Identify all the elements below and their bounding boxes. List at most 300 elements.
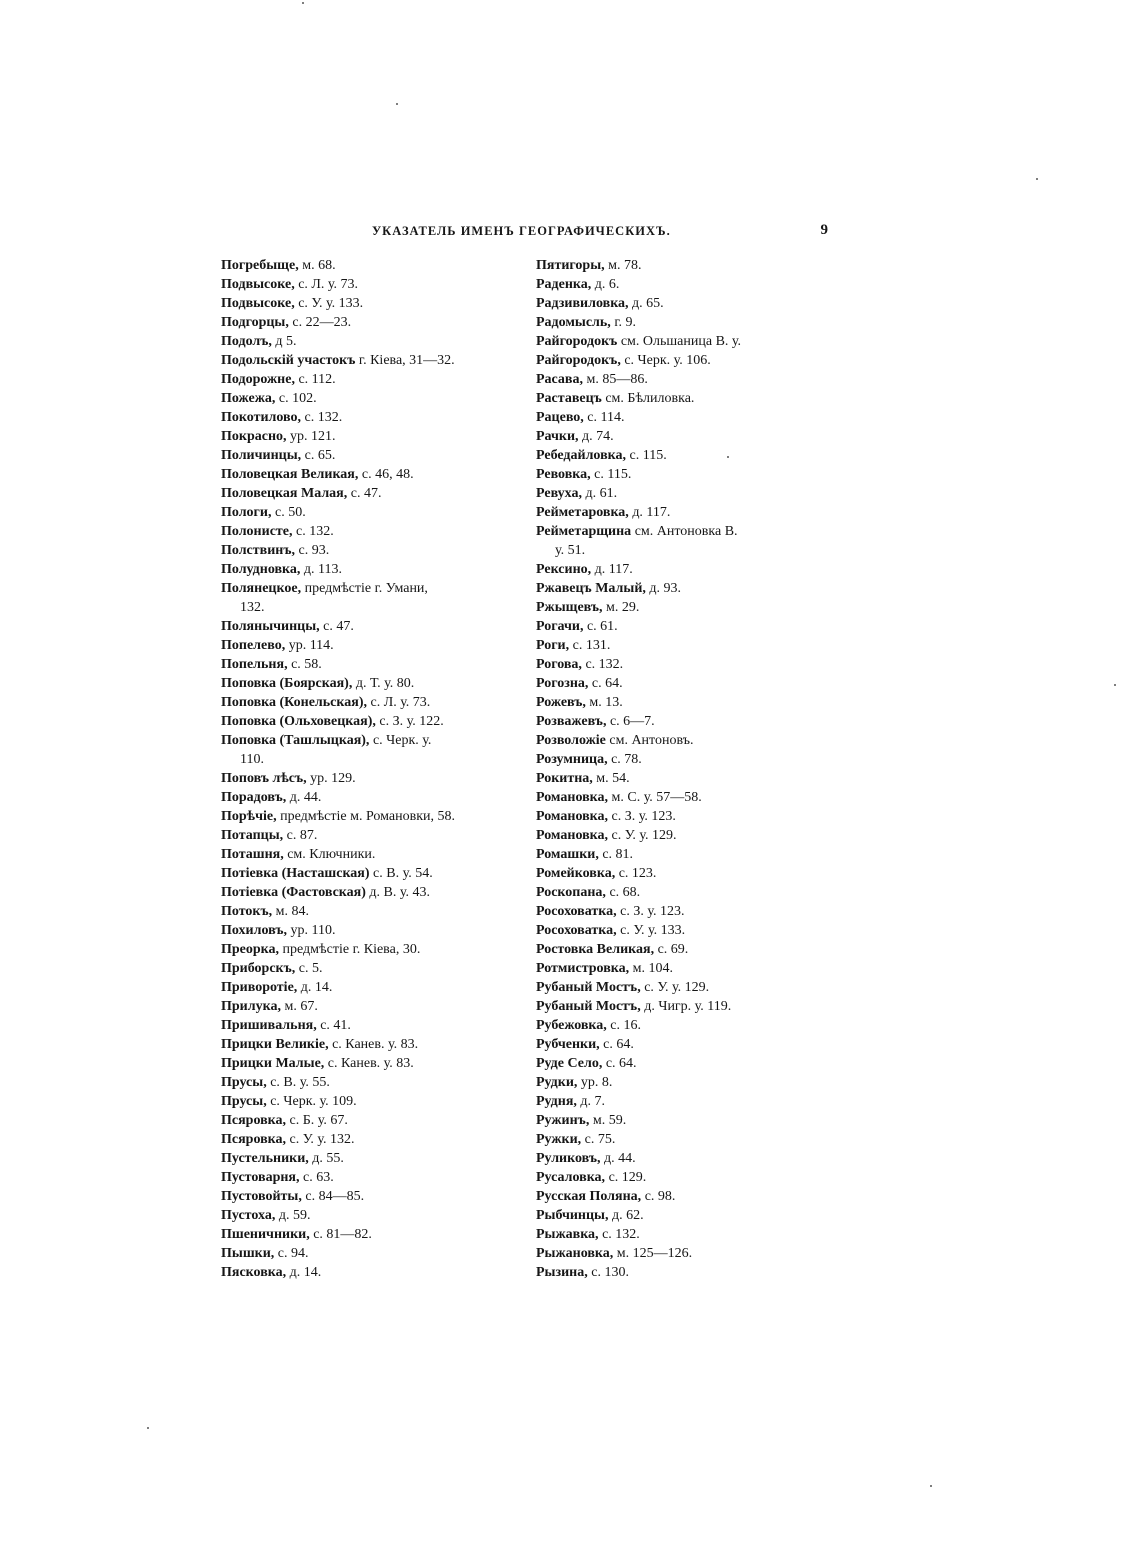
index-entry xyxy=(221,313,493,332)
place-reference: м. 84. xyxy=(272,904,309,919)
place-name: Пышки, xyxy=(221,1246,275,1261)
place-reference: м. 78. xyxy=(604,258,642,273)
place-reference: с. 129. xyxy=(605,1170,647,1185)
place-name: Рубежовка, xyxy=(536,1018,607,1033)
place-name: Рыжавка, xyxy=(536,1227,599,1242)
place-reference: с. 131. xyxy=(569,638,611,653)
index-entry xyxy=(221,370,493,389)
place-name: Ружинъ, xyxy=(536,1113,590,1128)
index-entry xyxy=(221,807,493,826)
place-reference: м. 54. xyxy=(592,771,630,786)
index-entry xyxy=(536,1244,808,1263)
place-reference: д. 7. xyxy=(576,1094,606,1109)
place-name: Потіевка (Фастовская) xyxy=(221,885,366,900)
place-name: Полянычинцы, xyxy=(221,619,320,634)
place-reference: с. Черк. у. 106. xyxy=(620,353,711,368)
place-reference: с. 132. xyxy=(292,524,334,539)
place-name: Пустовойты, xyxy=(221,1189,302,1204)
place-reference: с. В. у. 55. xyxy=(266,1075,330,1090)
index-entry xyxy=(221,636,493,655)
index-entry xyxy=(221,655,493,674)
place-reference: с. З. у. 122. xyxy=(375,714,444,729)
index-entry xyxy=(221,1073,493,1092)
index-entry xyxy=(536,1263,808,1282)
index-entry xyxy=(221,826,493,845)
place-name: Ружки, xyxy=(536,1132,582,1147)
place-reference: с. Канев. у. 83. xyxy=(328,1037,419,1052)
index-entry xyxy=(221,332,493,351)
place-reference: с. 84—85. xyxy=(301,1189,365,1204)
place-name: Пустоварня, xyxy=(221,1170,300,1185)
place-name: Руликовъ, xyxy=(536,1151,601,1166)
place-name: Подвысоке, xyxy=(221,277,295,292)
place-reference: с. 94. xyxy=(274,1246,309,1261)
index-entry xyxy=(221,788,493,807)
page-header xyxy=(372,222,832,242)
place-reference: д. Чигр. у. 119. xyxy=(640,999,732,1014)
place-name: Псяровка, xyxy=(221,1113,287,1128)
scan-speck xyxy=(727,456,729,458)
place-reference: 132. xyxy=(240,600,265,615)
place-name: Пустельники, xyxy=(221,1151,309,1166)
index-entry xyxy=(221,1054,493,1073)
place-reference: м. С. у. 57—58. xyxy=(608,790,702,805)
place-reference: с. 64. xyxy=(599,1037,634,1052)
place-reference: д. В. у. 43. xyxy=(365,885,430,900)
place-reference: ур. 8. xyxy=(577,1075,613,1090)
index-entry xyxy=(536,940,808,959)
place-name: Росоховатка, xyxy=(536,923,617,938)
place-name: Поповка (Ольховецкая), xyxy=(221,714,376,729)
place-reference: с. 112. xyxy=(294,372,336,387)
index-entry xyxy=(221,503,493,522)
place-reference: с. У. у. 129. xyxy=(608,828,677,843)
index-entry xyxy=(536,313,808,332)
place-reference: с. 41. xyxy=(316,1018,351,1033)
index-entry xyxy=(536,959,808,978)
place-reference: с. 22—23. xyxy=(288,315,352,330)
index-entry xyxy=(536,332,808,351)
index-entry xyxy=(536,693,808,712)
place-reference: с. 98. xyxy=(641,1189,676,1204)
index-entry xyxy=(221,978,493,997)
index-entry xyxy=(221,1244,493,1263)
index-entry xyxy=(536,883,808,902)
place-reference: м. 67. xyxy=(280,999,318,1014)
running-title: УКАЗАТЕЛЬ ИМЕНЪ ГЕОГРАФИЧЕСКИХЪ. xyxy=(372,224,671,238)
place-reference: с. 5. xyxy=(295,961,323,976)
place-reference: с. 69. xyxy=(654,942,689,957)
scan-speck xyxy=(1114,684,1116,686)
place-reference: м. 13. xyxy=(585,695,623,710)
scan-speck xyxy=(147,1427,149,1429)
place-reference: с. З. у. 123. xyxy=(616,904,685,919)
place-reference: с. 114. xyxy=(583,410,625,425)
index-entry xyxy=(536,1225,808,1244)
place-reference: с. 81. xyxy=(598,847,634,862)
place-reference: см. Бѣлиловка. xyxy=(601,391,695,406)
place-reference: с. 132. xyxy=(301,410,343,425)
index-entry xyxy=(221,408,493,427)
place-name: Прицки Малые, xyxy=(221,1056,325,1071)
index-entry xyxy=(536,712,808,731)
place-reference: д. 14. xyxy=(286,1265,322,1280)
place-reference: д. 44. xyxy=(600,1151,636,1166)
place-name: Пустоха, xyxy=(221,1208,276,1223)
place-reference: с. 64. xyxy=(588,676,623,691)
index-entry xyxy=(221,1111,493,1130)
place-name: Рызина, xyxy=(536,1265,588,1280)
place-name: Романовка, xyxy=(536,790,609,805)
place-reference: д. 93. xyxy=(645,581,682,596)
place-reference: см. Ключники. xyxy=(283,847,376,862)
index-entry xyxy=(536,522,808,541)
place-name: Погребыще, xyxy=(221,258,299,273)
index-entry xyxy=(536,351,808,370)
place-name: Порадовъ, xyxy=(221,790,287,805)
place-name: Рацево, xyxy=(536,410,584,425)
index-entry xyxy=(221,1035,493,1054)
place-reference: д. Т. у. 80. xyxy=(352,676,415,691)
index-entry xyxy=(221,1130,493,1149)
index-entry xyxy=(536,921,808,940)
place-name: Полудновка, xyxy=(221,562,301,577)
place-reference: с. У. у. 133. xyxy=(616,923,686,938)
index-entry xyxy=(536,617,808,636)
index-entry xyxy=(221,883,493,902)
scan-speck xyxy=(302,2,304,4)
place-reference: д. 62. xyxy=(608,1208,644,1223)
place-name: Ревуха, xyxy=(536,486,582,501)
place-reference: с. 81—82. xyxy=(309,1227,372,1242)
place-name: Попельня, xyxy=(221,657,288,672)
place-reference: д. 117. xyxy=(591,562,633,577)
place-reference: д. 44. xyxy=(286,790,322,805)
place-name: Ржыщевъ, xyxy=(536,600,603,615)
index-entry xyxy=(221,1149,493,1168)
index-entry xyxy=(536,446,808,465)
place-reference: с. Л. у. 73. xyxy=(294,277,359,292)
index-entry xyxy=(536,655,808,674)
place-name: Пясковка, xyxy=(221,1265,287,1280)
place-name: Подольскій участокъ xyxy=(221,353,356,368)
place-name: Ротмистровка, xyxy=(536,961,630,976)
place-reference: с. Черк. у. 109. xyxy=(266,1094,357,1109)
index-entry xyxy=(221,712,493,731)
place-reference: с. У. у. 132. xyxy=(286,1132,355,1147)
index-entry xyxy=(536,1092,808,1111)
place-name: Расава, xyxy=(536,372,583,387)
place-name: Прилука, xyxy=(221,999,281,1014)
index-entry xyxy=(221,1187,493,1206)
place-reference: см. Антоновъ. xyxy=(605,733,694,748)
place-reference: с. Б. у. 67. xyxy=(286,1113,348,1128)
place-name: Розумница, xyxy=(536,752,608,767)
index-entry xyxy=(221,294,493,313)
index-entry xyxy=(536,370,808,389)
place-name: Пшеничники, xyxy=(221,1227,310,1242)
place-name: Рексино, xyxy=(536,562,592,577)
index-entry xyxy=(536,389,808,408)
place-name: Ромейковка, xyxy=(536,866,616,881)
place-name: Рубаный Мостъ, xyxy=(536,980,641,995)
index-entry xyxy=(536,788,808,807)
place-reference: у. 51. xyxy=(555,543,586,558)
place-name: Ростовка Великая, xyxy=(536,942,655,957)
place-reference: д. 113. xyxy=(300,562,343,577)
index-entry xyxy=(536,864,808,883)
index-column-right xyxy=(536,256,808,1282)
place-reference: д. 6. xyxy=(591,277,620,292)
index-entry xyxy=(221,1263,493,1282)
index-entry xyxy=(536,636,808,655)
place-name: Пришивальня, xyxy=(221,1018,317,1033)
place-reference: с. 58. xyxy=(287,657,322,672)
place-reference: д. 14. xyxy=(297,980,333,995)
index-entry xyxy=(536,598,808,617)
place-reference: м. 125—126. xyxy=(613,1246,693,1261)
place-reference: с. У. у. 133. xyxy=(294,296,364,311)
index-entry xyxy=(536,826,808,845)
index-entry xyxy=(221,674,493,693)
place-name: Подвысоке, xyxy=(221,296,295,311)
place-name: Рогова, xyxy=(536,657,582,672)
index-entry xyxy=(221,902,493,921)
place-reference: с. 63. xyxy=(299,1170,334,1185)
place-name: Раденка, xyxy=(536,277,592,292)
place-name: Ребедайловка, xyxy=(536,448,626,463)
place-name: Потапцы, xyxy=(221,828,284,843)
index-entry xyxy=(221,997,493,1016)
place-reference: м. 68. xyxy=(298,258,336,273)
place-reference: с. Канев. у. 83. xyxy=(324,1056,414,1071)
index-entry xyxy=(536,1016,808,1035)
place-name: Росоховатка, xyxy=(536,904,617,919)
index-entry xyxy=(221,351,493,370)
index-entry xyxy=(536,997,808,1016)
place-reference: с. 65. xyxy=(301,448,336,463)
scan-speck xyxy=(1036,178,1038,180)
place-reference: д. 74. xyxy=(578,429,614,444)
place-reference: с. 78. xyxy=(607,752,642,767)
place-name: Преорка, xyxy=(221,942,280,957)
index-entry xyxy=(536,427,808,446)
place-name: Рогачи, xyxy=(536,619,584,634)
place-name: Раставецъ xyxy=(536,391,602,406)
place-name: Романовка, xyxy=(536,809,609,824)
index-entry xyxy=(536,1168,808,1187)
place-name: Рейметарщина xyxy=(536,524,632,539)
place-name: Поповка (Ташлыцкая), xyxy=(221,733,370,748)
place-reference: д. 61. xyxy=(581,486,618,501)
index-entry xyxy=(221,275,493,294)
place-reference: с. Черк. у. xyxy=(369,733,432,748)
index-entry xyxy=(221,541,493,560)
place-reference: с. 64. xyxy=(602,1056,637,1071)
place-name: Подгорцы, xyxy=(221,315,289,330)
place-name: Поташня, xyxy=(221,847,284,862)
place-name: Рыжановка, xyxy=(536,1246,614,1261)
place-reference: предмѣстіе м. Романовки, 58. xyxy=(276,809,456,824)
place-reference: с. 115. xyxy=(590,467,632,482)
index-entry xyxy=(221,617,493,636)
place-reference: 110. xyxy=(240,752,264,767)
index-entry xyxy=(536,769,808,788)
place-name: Похиловъ, xyxy=(221,923,287,938)
place-name: Полянецкое, xyxy=(221,581,302,596)
place-reference: с. 68. xyxy=(605,885,641,900)
place-reference: ур. 110. xyxy=(287,923,336,938)
index-entry xyxy=(221,560,493,579)
place-name: Подорожне, xyxy=(221,372,295,387)
index-entry xyxy=(536,978,808,997)
place-name: Роги, xyxy=(536,638,570,653)
index-entry xyxy=(221,1092,493,1111)
index-entry xyxy=(536,807,808,826)
place-reference: ур. 121. xyxy=(286,429,336,444)
place-reference: с. 123. xyxy=(615,866,657,881)
index-entry xyxy=(221,731,493,750)
place-name: Прусы, xyxy=(221,1075,267,1090)
page-number: 9 xyxy=(820,222,828,238)
place-name: Попелево, xyxy=(221,638,286,653)
index-entry xyxy=(221,389,493,408)
place-name: Полствинъ, xyxy=(221,543,296,558)
scan-speck xyxy=(396,103,398,105)
index-entry xyxy=(221,256,493,275)
place-name: Поповка (Боярская), xyxy=(221,676,353,691)
place-reference: с. 75. xyxy=(581,1132,616,1147)
index-entry xyxy=(221,959,493,978)
index-entry xyxy=(221,864,493,883)
index-entry xyxy=(536,1187,808,1206)
index-entry xyxy=(536,674,808,693)
index-entry xyxy=(536,294,808,313)
index-entry xyxy=(221,845,493,864)
place-reference: с. 132. xyxy=(598,1227,640,1242)
place-reference: с. 130. xyxy=(587,1265,629,1280)
index-entry xyxy=(221,465,493,484)
place-name: Поповъ лѣсъ, xyxy=(221,771,307,786)
index-entry xyxy=(221,579,493,598)
place-name: Рубаный Мостъ, xyxy=(536,999,641,1014)
place-reference: с. В. у. 54. xyxy=(369,866,433,881)
place-reference: с. 93. xyxy=(295,543,330,558)
index-entry xyxy=(221,1225,493,1244)
place-name: Рейметаровка, xyxy=(536,505,629,520)
scan-speck xyxy=(930,1485,932,1487)
place-reference: м. 29. xyxy=(602,600,640,615)
place-name: Рудки, xyxy=(536,1075,578,1090)
index-entry xyxy=(221,484,493,503)
place-name: Рокитна, xyxy=(536,771,593,786)
place-reference: с. 46, 48. xyxy=(358,467,414,482)
place-reference: ур. 114. xyxy=(285,638,334,653)
place-name: Русская Поляна, xyxy=(536,1189,642,1204)
index-entry xyxy=(221,940,493,959)
place-reference: с. Л. у. 73. xyxy=(366,695,431,710)
place-name: Ромашки, xyxy=(536,847,599,862)
place-name: Подолъ, xyxy=(221,334,272,349)
index-entry xyxy=(536,750,808,769)
place-reference: д. 59. xyxy=(275,1208,311,1223)
place-reference: с. 6—7. xyxy=(606,714,655,729)
place-reference: ур. 129. xyxy=(306,771,356,786)
index-entry xyxy=(221,427,493,446)
place-name: Потіевка (Насташская) xyxy=(221,866,370,881)
index-entry xyxy=(536,256,808,275)
index-column-left xyxy=(221,256,493,1282)
place-name: Псяровка, xyxy=(221,1132,287,1147)
place-reference: г. Кіева, 31—32. xyxy=(355,353,455,368)
place-name: Ржавецъ Малый, xyxy=(536,581,646,596)
index-entry xyxy=(536,1035,808,1054)
place-reference: см. Антоновка В. xyxy=(631,524,738,539)
place-name: Райгородокъ, xyxy=(536,353,621,368)
place-reference: с. 50. xyxy=(271,505,306,520)
place-reference: с. 87. xyxy=(283,828,318,843)
place-name: Покотилово, xyxy=(221,410,302,425)
place-name: Радомысль, xyxy=(536,315,611,330)
index-entry-continuation xyxy=(221,750,493,769)
index-entry xyxy=(221,769,493,788)
place-name: Рудня, xyxy=(536,1094,577,1109)
index-entry xyxy=(221,693,493,712)
place-name: Русаловка, xyxy=(536,1170,606,1185)
place-reference: м. 59. xyxy=(589,1113,627,1128)
index-entry xyxy=(536,408,808,427)
index-entry xyxy=(536,275,808,294)
place-name: Розважевъ, xyxy=(536,714,607,729)
place-name: Рубченки, xyxy=(536,1037,600,1052)
place-reference: предмѣстіе г. Умани, xyxy=(301,581,428,596)
index-entry xyxy=(536,1073,808,1092)
place-name: Пятигоры, xyxy=(536,258,605,273)
index-entry xyxy=(536,902,808,921)
place-reference: д. 65. xyxy=(628,296,664,311)
index-entry xyxy=(536,845,808,864)
place-name: Потокъ, xyxy=(221,904,273,919)
place-name: Приборскъ, xyxy=(221,961,296,976)
place-reference: д. 117. xyxy=(628,505,671,520)
index-entry xyxy=(221,446,493,465)
place-name: Прусы, xyxy=(221,1094,267,1109)
place-reference: м. 104. xyxy=(629,961,673,976)
place-name: Пожежа, xyxy=(221,391,276,406)
place-name: Рачки, xyxy=(536,429,579,444)
place-reference: с. 132. xyxy=(581,657,624,672)
index-entry xyxy=(536,484,808,503)
index-entry xyxy=(536,579,808,598)
place-name: Райгородокъ xyxy=(536,334,618,349)
index-entry xyxy=(221,1206,493,1225)
index-entry-continuation xyxy=(536,541,808,560)
index-entry xyxy=(536,1111,808,1130)
place-reference: с. 47. xyxy=(347,486,382,501)
index-entry xyxy=(536,465,808,484)
index-entry xyxy=(536,1130,808,1149)
place-name: Ревовка, xyxy=(536,467,591,482)
index-entry xyxy=(536,560,808,579)
place-name: Рогозна, xyxy=(536,676,589,691)
place-reference: м. 85—86. xyxy=(583,372,648,387)
place-name: Прицки Великіе, xyxy=(221,1037,329,1052)
index-entry xyxy=(221,921,493,940)
index-entry xyxy=(536,1206,808,1225)
place-name: Поличинцы, xyxy=(221,448,302,463)
index-entry xyxy=(221,522,493,541)
place-reference: с. 102. xyxy=(275,391,317,406)
